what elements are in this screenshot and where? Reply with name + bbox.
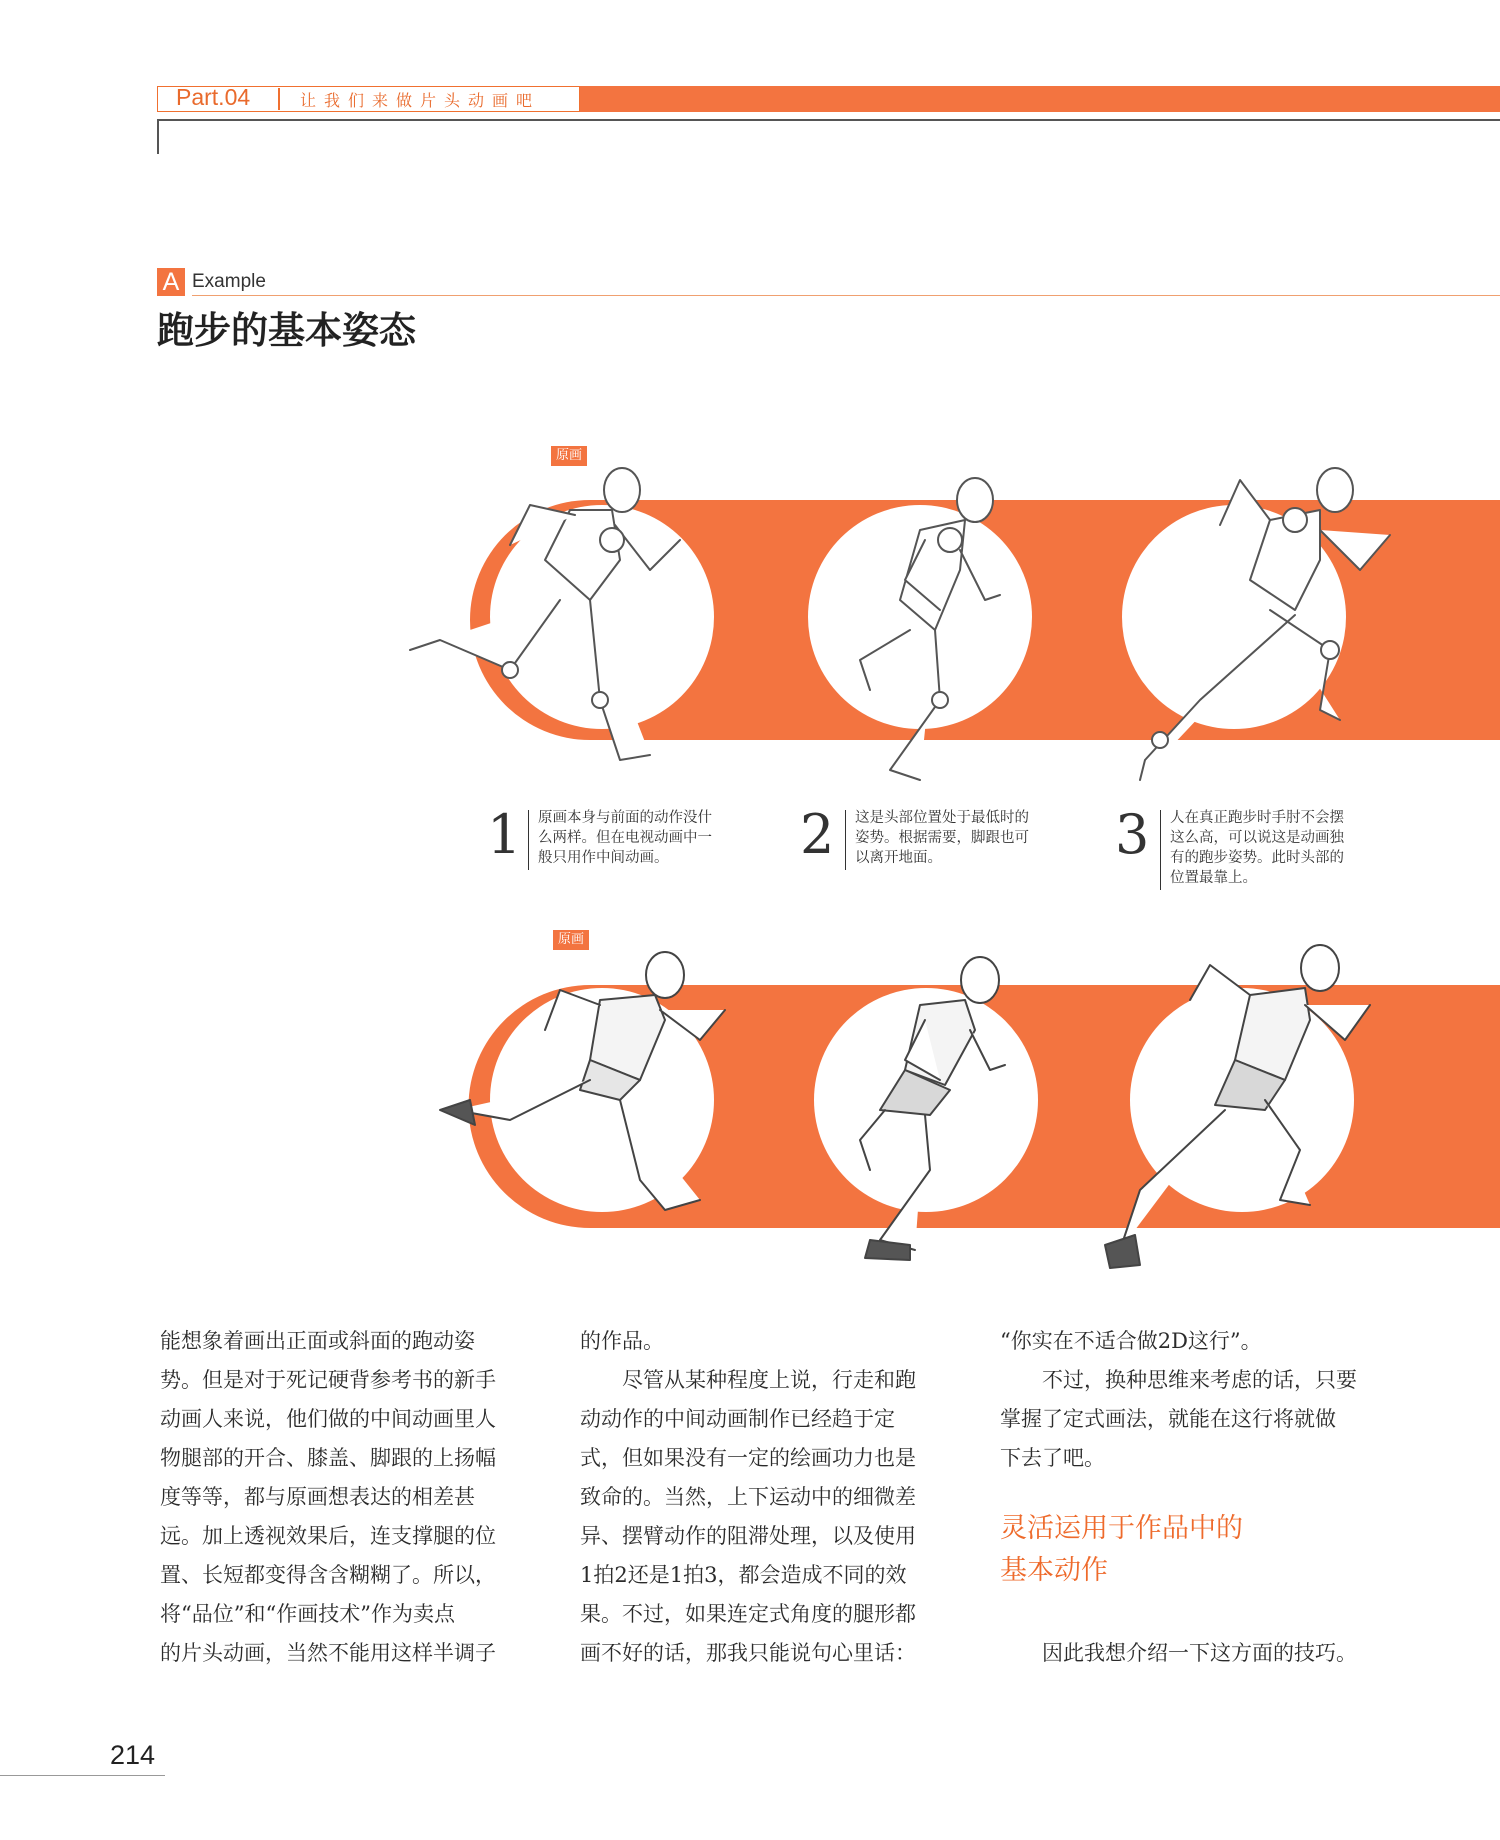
keyframe-tag-row-2: 原画 — [553, 930, 589, 950]
subheading: 灵活运用于作品中的 基本动作 — [1000, 1513, 1243, 1586]
body-column-3: “你实在不适合做2D这行”。 不过，换种思维来考虑的话，只要 掌握了定式画法，就能在这行将就做 下去了吧。 — [1000, 1329, 1357, 1470]
caption-divider — [528, 810, 529, 870]
caption-number: 1 — [487, 803, 522, 866]
caption-divider — [1160, 810, 1161, 890]
caption-divider — [845, 810, 846, 870]
caption-number: 3 — [1115, 803, 1150, 866]
body-column-2: 的作品。 尽管从某种程度上说，行走和跑 动动作的中间动画制作已经趋于定 式，但如果没有一定的绘画功力也是 致命的。当然，上下运动中的细微差 异、摆臂动作的阻滞处理，以及使用 1拍2还是1拍3，都会造成不同的效 果。不过，如果连定式角度的腿形都 画不好的话，那我只能说句心里话： — [580, 1329, 916, 1665]
section-title: 跑步的基本姿态 — [157, 309, 416, 352]
page-number: 214 — [110, 1740, 156, 1770]
keyframe-tag-row-1: 原画 — [551, 446, 587, 466]
caption-text: 人在真正跑步时手肘不会摆 这么高，可以说这是动画独 有的跑步姿势。此时头部的 位置最靠上。 — [1170, 810, 1344, 886]
caption-text: 原画本身与前面的动作没什 么两样。但在电视动画中一 般只用作中间动画。 — [538, 810, 712, 866]
body-column-3-closing: 因此我想介绍一下这方面的技巧。 — [1042, 1641, 1357, 1665]
part-subtitle: 让我们来做片头动画吧 — [300, 91, 541, 110]
caption-number: 2 — [800, 803, 835, 866]
section-label: Example — [192, 271, 266, 292]
page-rule — [0, 1775, 165, 1776]
caption-text: 这是头部位置处于最低时的 姿势。根据需要，脚跟也可 以离开地面。 — [855, 810, 1029, 866]
body-column-1: 能想象着画出正面或斜面的跑动姿 势。但是对于死记硬背参考书的新手 动画人来说，他们做的中间动画里人 物腿部的开合、膝盖、脚跟的上扬幅 度等等，都与原画想表达的相差甚 远。加上透视效果后，连支撑腿的位 置、长短都变得含含糊糊了。所以， 将“品位”和“作画技术”作为卖点 的片头动画，当然不能用这样半调子 — [160, 1329, 496, 1665]
section-letter-box: A — [157, 268, 185, 296]
part-label: Part.04 — [176, 84, 251, 110]
